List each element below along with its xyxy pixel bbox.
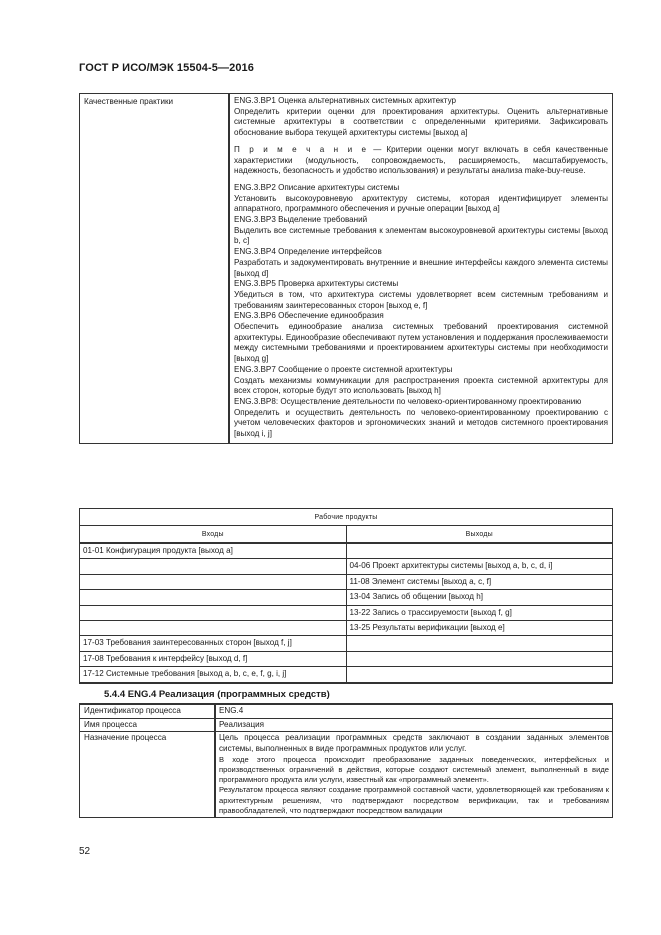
table-row	[80, 651, 613, 666]
table-row	[80, 667, 613, 683]
process-id-value: ENG.4	[215, 704, 613, 718]
page-number: 52	[79, 846, 91, 857]
input-cell: 17-12 Системные требования [выход a, b, c, e, f, g, i, j]	[80, 667, 347, 683]
purpose-paragraph: В ходе этого процесса происходит преобразование заданных поведенческих, интерфейсных и производственных ограничений в действия, которые создают системный элемент, выполненный в виде программного продукта или услуги, известный как «программный элемент».	[219, 754, 609, 785]
note-text: — Критерии оценки могут включать в себя качественные характеристики (модульность, сопровождаемость, расширяемость, масштабируемость, надежность, безопасность и удобство использования) и результаты анализа make-buy-reuse.	[234, 144, 608, 176]
bp7-title: ENG.3.BP7 Сообщение о проекте системной архитектуры	[234, 364, 453, 374]
input-cell: 17-08 Требования к интерфейсу [выход d, f]	[80, 651, 347, 666]
output-cell: 13-22 Запись о трассируемости [выход f, g]	[346, 605, 613, 620]
practices-content	[229, 94, 613, 444]
bp3-title: ENG.3.BP3 Выделение требований	[234, 215, 368, 225]
bp7-text: Создать механизмы коммуникации для распространения проекта системной архитектуры для всех сторон, которые будут это использовать [выход h]	[234, 375, 608, 396]
table-row	[80, 590, 613, 605]
output-cell: 04-06 Проект архитектуры системы [выход a, b, c, d, i]	[346, 559, 613, 574]
table-row	[80, 704, 613, 718]
practices-label: Качественные практики	[80, 94, 230, 444]
output-cell: 13-04 Запись об общении [выход h]	[346, 590, 613, 605]
input-cell: 01-01 Конфигурация продукта [выход a]	[80, 543, 347, 559]
bp2-text: Установить высокоуровневую архитектуру системы, которая идентифицирует элементы аппаратного, программного обеспечения и ручные операции [выход a]	[234, 193, 608, 214]
table-row	[80, 620, 613, 635]
output-cell: 11-08 Элемент системы [выход a, c, f]	[346, 574, 613, 589]
input-cell	[80, 590, 347, 605]
table-row	[80, 732, 613, 818]
process-name-label: Имя процесса	[80, 718, 216, 732]
table-row	[80, 636, 613, 651]
bp5-title: ENG.3.BP5 Проверка архитектуры системы	[234, 279, 399, 289]
bp8-title: ENG.3.BP8: Осуществление деятельности по человеко-ориентированному проектированию	[234, 396, 582, 406]
process-name-value: Реализация	[215, 718, 613, 732]
bp2-title: ENG.3.BP2 Описание архитектуры системы	[234, 182, 400, 192]
purpose-paragraph: Цель процесса реализации программных средств заключают в создании заданных элементов системы, выполненных в виде программных продуктов или услуг.	[219, 733, 609, 754]
note-label: П р и м е ч а н и е	[234, 144, 369, 154]
purpose-paragraph: Результатом процесса являют создание программной составной части, удовлетворяющей как требованиям к архитектурным решениям, что подтверждают посредством верификации, так и требованиям правообладателей, что подтверждают посредством валидации	[219, 785, 609, 815]
inputs-header: Входы	[80, 526, 347, 544]
input-cell	[80, 574, 347, 589]
table-row	[80, 718, 613, 732]
bp3-text: Выделить все системные требования к элементам высокоуровневой архитектуры системы [выход b, c]	[234, 225, 608, 246]
process-table	[79, 703, 613, 818]
bp4-title: ENG.3.BP4 Определение интерфейсов	[234, 247, 382, 257]
output-cell	[346, 636, 613, 651]
work-products-table	[79, 508, 613, 684]
work-products-title: Рабочие продукты	[80, 509, 613, 526]
input-cell	[80, 620, 347, 635]
bp5-text: Убедиться в том, что архитектура системы удовлетворяет всем системным требованиям и требованиям заинтересованных сторон [выход e, f]	[234, 289, 608, 310]
table-row	[80, 559, 613, 574]
input-cell	[80, 559, 347, 574]
outputs-header: Выходы	[346, 526, 613, 544]
bp6-text: Обеспечить единообразие анализа системных требований проектирования системной архитектуры. Единообразие обеспечивают путем установления и поддержания прослеживаемости между системными требованиями и проектированием архитектуры системы при необходимости [выход g]	[234, 322, 608, 364]
table-row	[80, 574, 613, 589]
bp1-title: ENG.3.BP1 Оценка альтернативных системных архитектур	[234, 96, 457, 105]
output-cell	[346, 667, 613, 683]
bp6-title: ENG.3.BP6 Обеспечение единообразия	[234, 311, 384, 321]
bp8-text: Определить и осуществить деятельность по человеко-ориентированному проектированию с учетом человеческих факторов и эргономических знаний и методов системного проектирования [выход i, j]	[234, 407, 608, 439]
input-cell: 17-03 Требования заинтересованных сторон [выход f, j]	[80, 636, 347, 651]
section-heading: 5.4.4 ENG.4 Реализация (программных средств)	[104, 689, 330, 700]
bp4-text: Разработать и задокументировать внутренние и внешние интерфейсы каждого элемента системы [выход d]	[234, 257, 608, 278]
table-row	[80, 605, 613, 620]
process-id-label: Идентификатор процесса	[80, 704, 216, 718]
process-purpose-label: Назначение процесса	[80, 732, 216, 818]
output-cell	[346, 543, 613, 559]
output-cell: 13-25 Результаты верификации [выход e]	[346, 620, 613, 635]
input-cell	[80, 605, 347, 620]
table-row	[80, 543, 613, 559]
quality-practices-table	[79, 93, 613, 444]
bp1-note	[234, 145, 608, 177]
process-purpose-value	[215, 732, 613, 818]
bp1-text: Определить критерии оценки для проектирования архитектуры. Оценить альтернативные системные архитектуры в соответствии с определенными критериями. Зафиксировать обоснование выбора текущей архитектуры системы [выход a]	[234, 106, 608, 138]
document-title: ГОСТ Р ИСО/МЭК 15504-5—2016	[79, 62, 254, 74]
output-cell	[346, 651, 613, 666]
